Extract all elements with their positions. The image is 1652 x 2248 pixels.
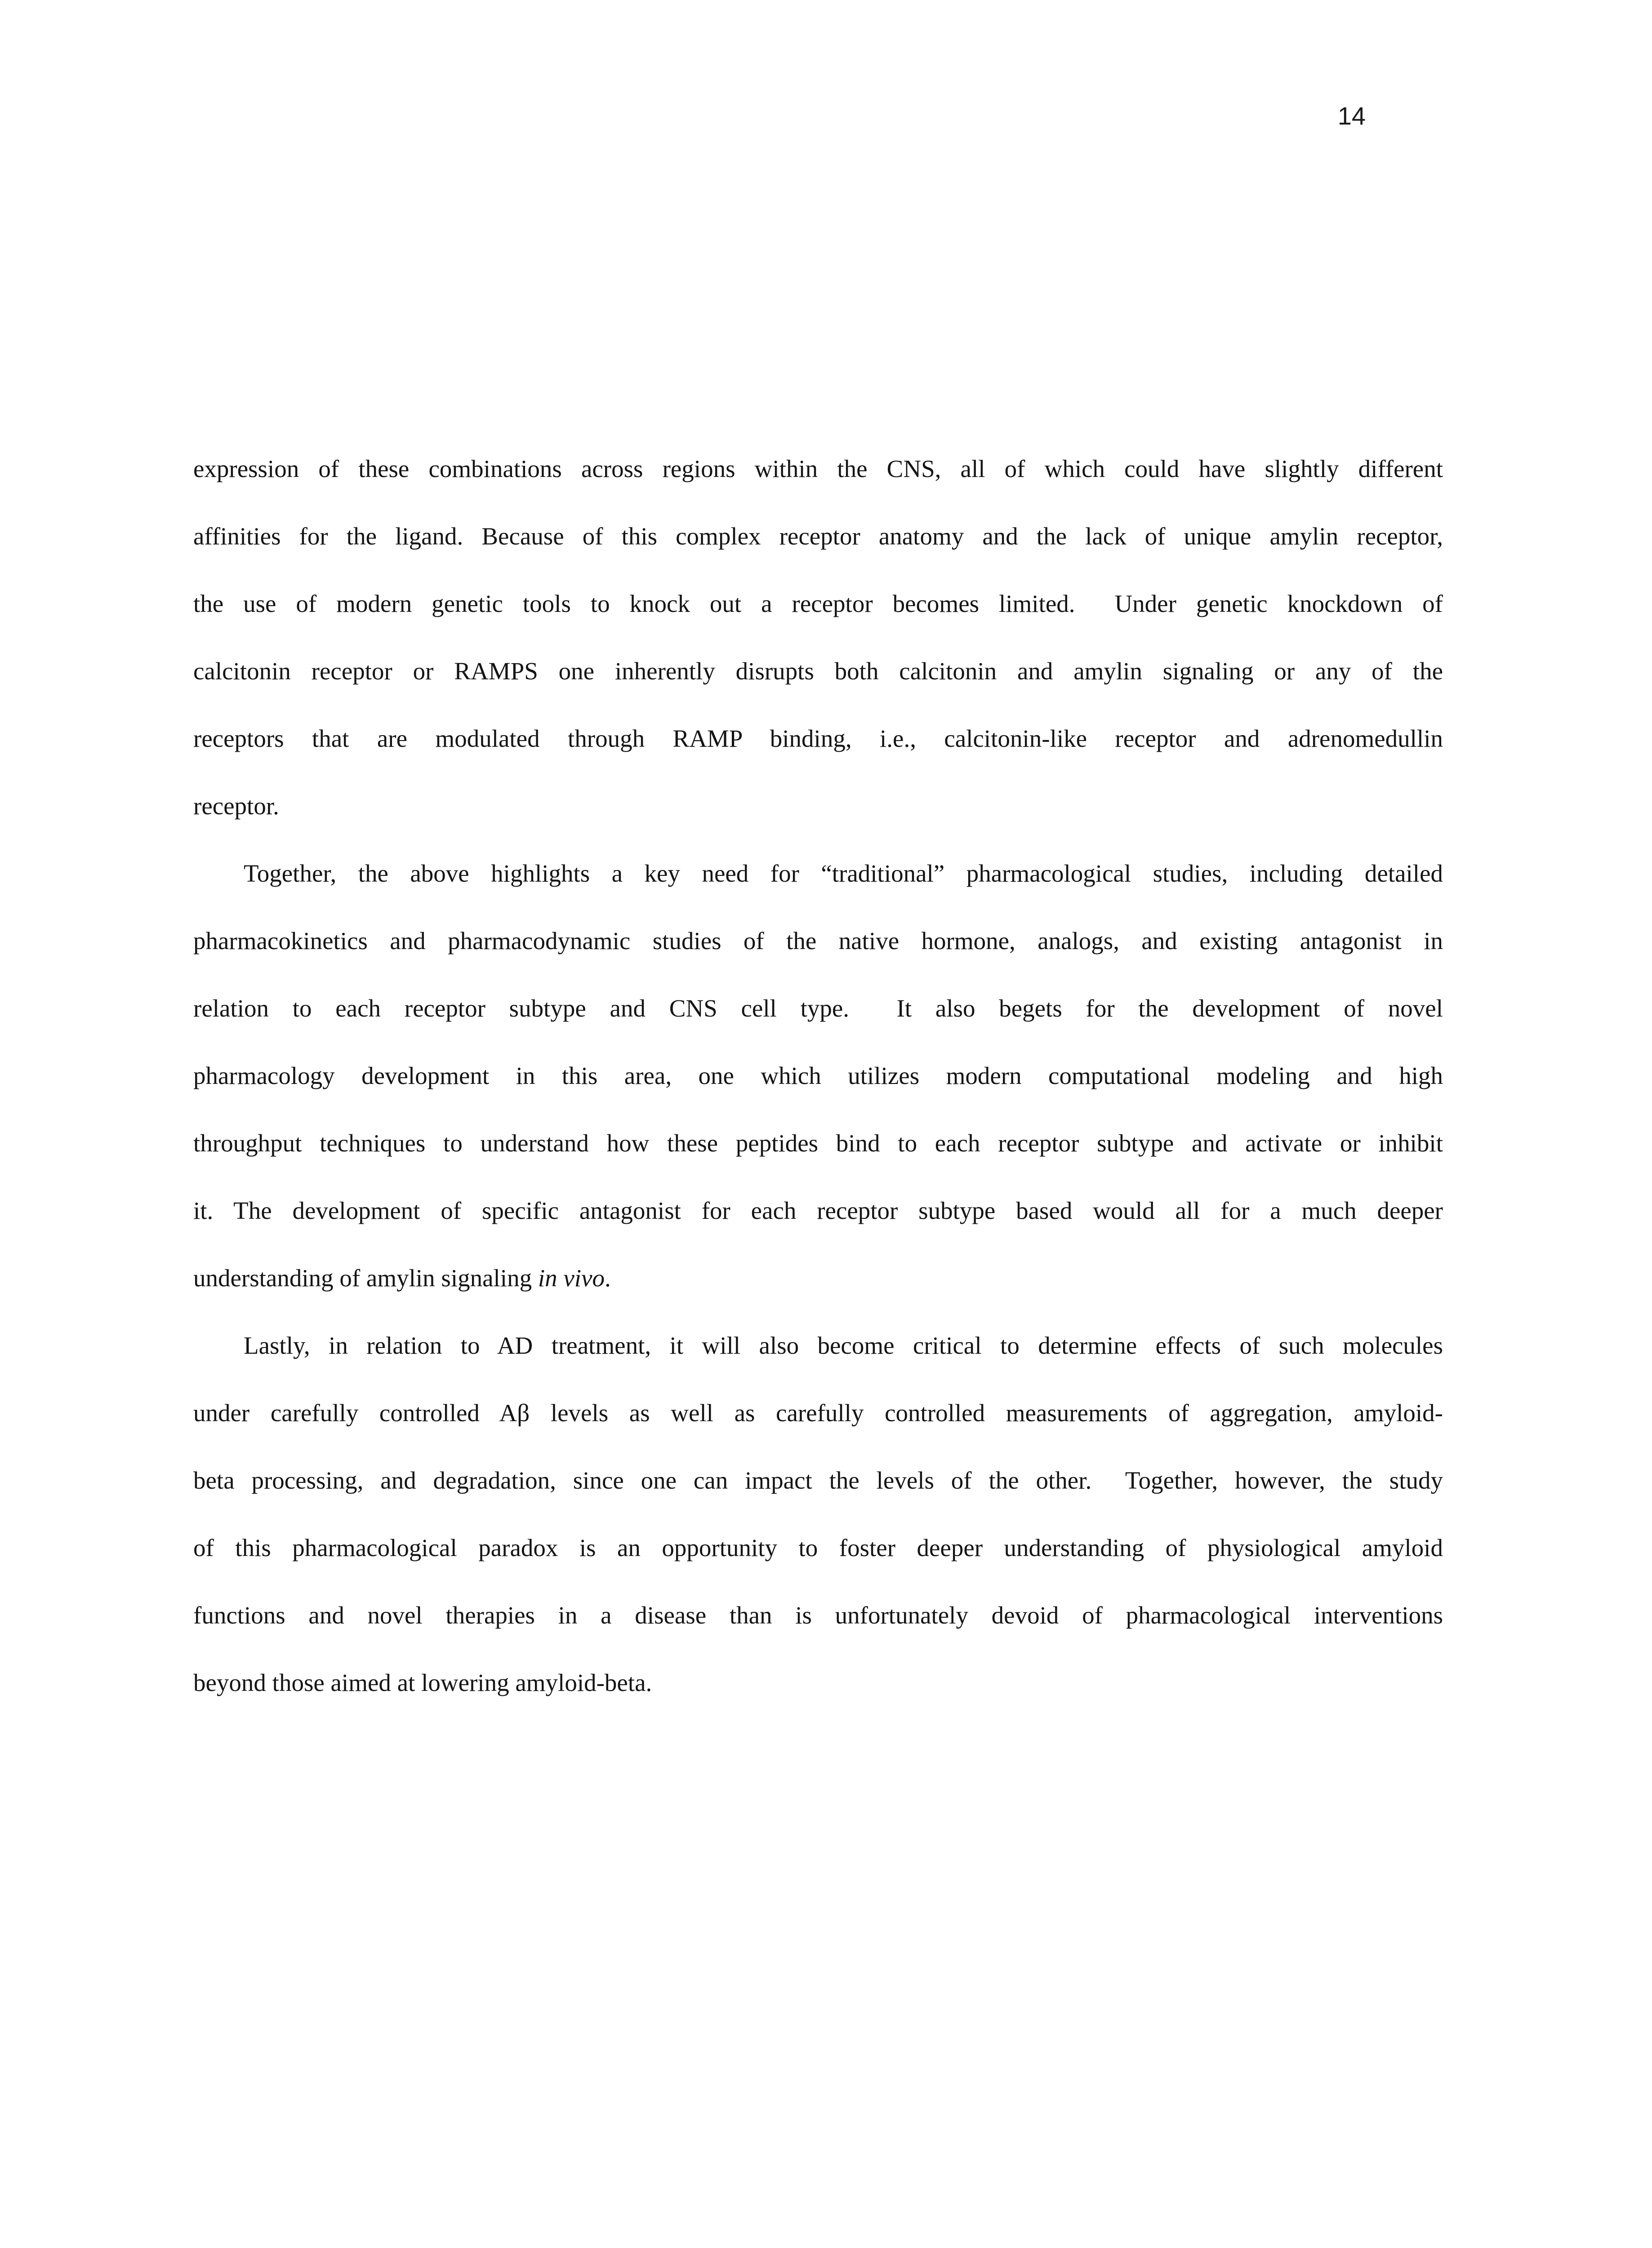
text-segment: Together, the above highlights a key need for “traditional” pharmacological studies, including detailed	[244, 860, 1443, 887]
text-segment: understanding of amylin signaling	[193, 1264, 538, 1292]
text-segment: functions and novel therapies in a disease than is unfortunately devoid of pharmacological interventions	[193, 1601, 1443, 1629]
text-segment: receptors that are modulated through RAMP binding, i.e., calcitonin-like receptor and adrenomedullin	[193, 725, 1443, 752]
paragraph-line	[193, 1177, 1443, 1244]
paragraph-line	[193, 1042, 1443, 1110]
page-number: 14	[1337, 102, 1366, 130]
paragraph-line	[193, 1312, 1443, 1379]
body-text	[193, 435, 1443, 1717]
paragraph-line	[193, 570, 1443, 638]
text-segment: calcitonin receptor or RAMPS one inherently disrupts both calcitonin and amylin signaling or any of the	[193, 657, 1443, 685]
text-segment: receptor.	[193, 792, 279, 820]
text-segment: Lastly, in relation to AD treatment, it will also become critical to determine effects of such molecules	[244, 1332, 1443, 1359]
paragraph	[193, 840, 1443, 1312]
paragraph-line	[193, 1244, 1443, 1312]
paragraph	[193, 435, 1443, 840]
italic-text: in vivo	[538, 1264, 605, 1292]
paragraph-line	[193, 705, 1443, 772]
text-segment: beyond those aimed at lowering amyloid-beta.	[193, 1669, 652, 1696]
text-segment: throughput techniques to understand how these peptides bind to each receptor subtype and activate or inhibit	[193, 1129, 1443, 1157]
paragraph-line	[193, 907, 1443, 975]
paragraph-line	[193, 840, 1443, 907]
text-segment: under carefully controlled Aβ levels as well as carefully controlled measurements of aggregation, amyloid-	[193, 1399, 1443, 1427]
paragraph-line	[193, 1582, 1443, 1649]
text-segment: pharmacokinetics and pharmacodynamic studies of the native hormone, analogs, and existing antagonist in	[193, 927, 1443, 955]
text-segment: the use of modern genetic tools to knock out a receptor becomes limited. Under genetic knockdown of	[193, 590, 1443, 617]
paragraph-line	[193, 435, 1443, 503]
paragraph-line	[193, 1514, 1443, 1582]
paragraph-line	[193, 638, 1443, 705]
text-segment: relation to each receptor subtype and CNS cell type. It also begets for the development of novel	[193, 995, 1443, 1022]
paragraph-line	[193, 1649, 1443, 1717]
paragraph-line	[193, 772, 1443, 840]
text-segment: affinities for the ligand. Because of this complex receptor anatomy and the lack of unique amylin receptor,	[193, 522, 1443, 550]
paragraph-line	[193, 1379, 1443, 1447]
paragraph-line	[193, 503, 1443, 570]
paragraph-line	[193, 1447, 1443, 1514]
paragraph	[193, 1312, 1443, 1717]
text-segment: of this pharmacological paradox is an opportunity to foster deeper understanding of physiological amyloid	[193, 1534, 1443, 1561]
text-segment: beta processing, and degradation, since one can impact the levels of the other. Together, however, the study	[193, 1467, 1443, 1494]
text-segment: .	[604, 1264, 611, 1292]
paragraph-line	[193, 1110, 1443, 1177]
text-segment: pharmacology development in this area, one which utilizes modern computational modeling and high	[193, 1062, 1443, 1089]
text-segment: expression of these combinations across regions within the CNS, all of which could have slightly different	[193, 455, 1443, 482]
text-segment: it. The development of specific antagonist for each receptor subtype based would all for a much deeper	[193, 1197, 1443, 1224]
paragraph-line	[193, 975, 1443, 1042]
